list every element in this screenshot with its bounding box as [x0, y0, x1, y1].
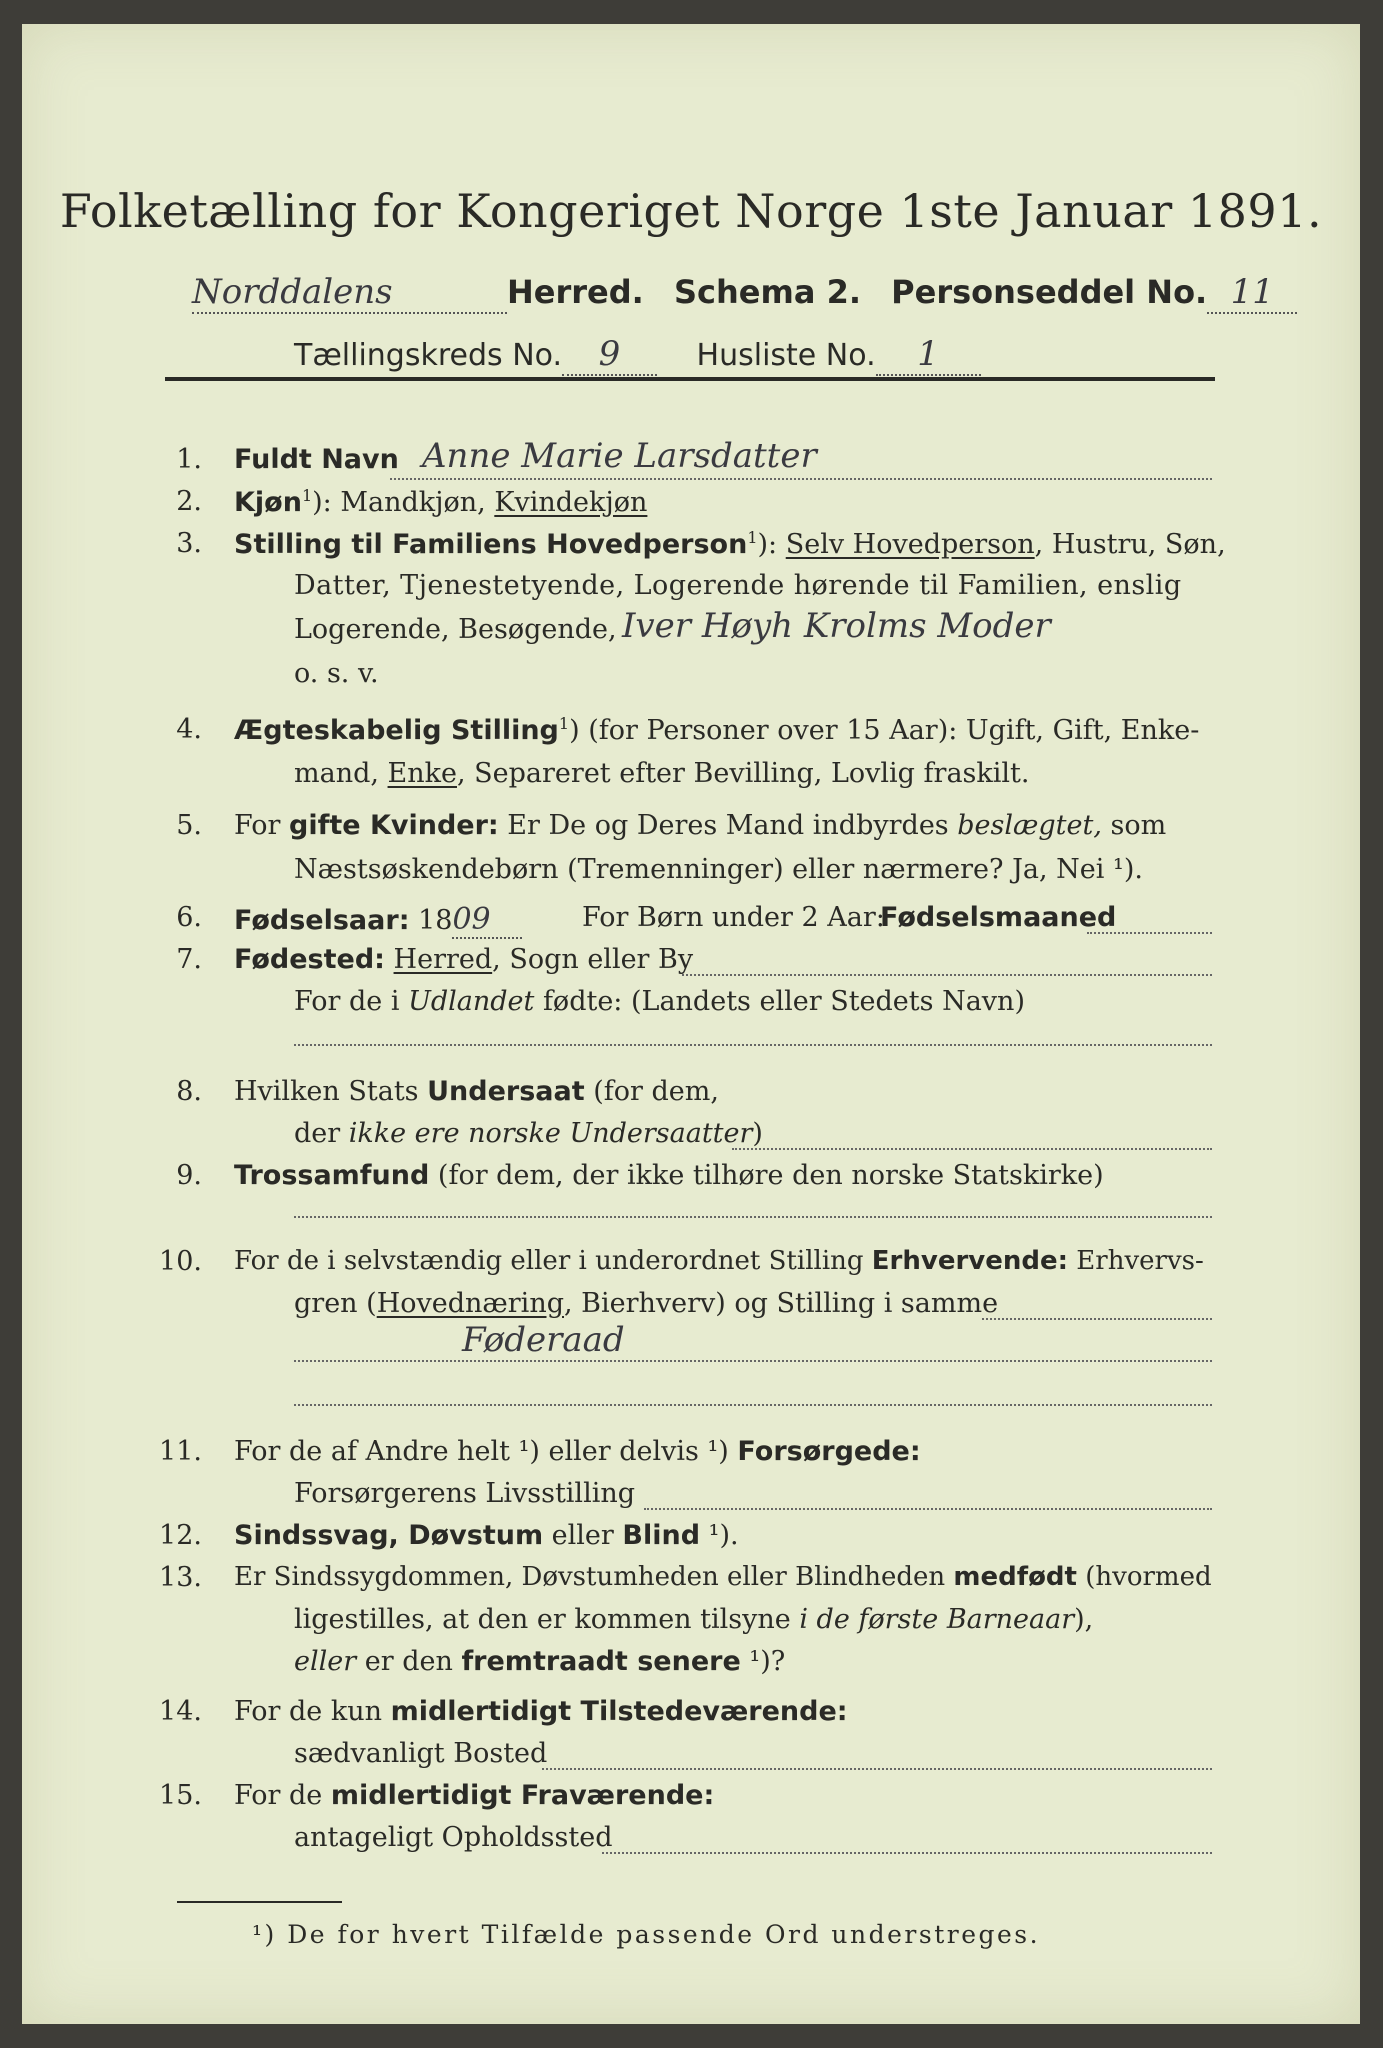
- fill-line: [732, 1148, 1212, 1150]
- item-number: 2.: [176, 486, 202, 517]
- medfodt-text-2: [294, 1604, 1093, 1635]
- gifte-text: [234, 810, 1166, 841]
- option-text: (for dem, der ikke tilhøre den norske Statskirke): [429, 1160, 1104, 1191]
- fuldt-navn-value: Anne Marie Larsdatter: [422, 436, 817, 476]
- stilling-options: , Hustru, Søn,: [1034, 529, 1226, 560]
- fodested-text: [234, 944, 693, 975]
- option-text: Erhvervs-: [1068, 1246, 1204, 1276]
- tilstedevaerende-label: midlertidigt Tilstedeværende:: [390, 1696, 848, 1727]
- kjon-selected: Kvindekjøn: [494, 487, 648, 518]
- husliste-value: 1: [876, 334, 981, 376]
- herred-value: Norddalens: [192, 272, 507, 314]
- option-text: Udlandet: [408, 986, 535, 1017]
- option-text: For de: [234, 1780, 331, 1811]
- forsorger-label: Forsørgerens Livsstilling: [294, 1478, 636, 1509]
- sindssvag-text: [234, 1520, 739, 1551]
- option-text: (hvormed: [1076, 1562, 1212, 1592]
- kjon-label: Kjøn: [234, 487, 302, 518]
- kjon-options: ): Mandkjøn,: [312, 487, 495, 518]
- option-text: ),: [1074, 1604, 1094, 1635]
- kjon-text: [234, 486, 647, 518]
- fravaerende-text: [234, 1780, 714, 1811]
- option-text: , Sogn eller By: [492, 944, 694, 975]
- item-number: 15.: [159, 1780, 202, 1811]
- fill-line: [294, 1404, 1212, 1406]
- bosted-label: sædvanligt Bosted: [294, 1738, 548, 1769]
- personseddel-label: Personseddel No.: [891, 273, 1208, 311]
- item-number: 11.: [159, 1436, 202, 1467]
- item-number: 9.: [176, 1160, 202, 1191]
- option-text: Hvilken Stats: [234, 1076, 428, 1107]
- footnote: ¹) De for hvert Tilfælde passende Ord understreges.: [252, 1920, 1041, 1949]
- erhverv-label: Erhvervende:: [871, 1246, 1069, 1276]
- trossamfund-text: [234, 1160, 1104, 1191]
- option-text: ¹)?: [740, 1646, 786, 1677]
- item-number: 10.: [159, 1246, 202, 1277]
- gifte-question: Næstsøskendebørn (Tremenninger) eller nærmere? Ja, Nei ¹).: [294, 854, 1143, 885]
- fodested-label: Fødested:: [234, 944, 385, 975]
- option-text: , Bierhverv) og Stilling i samme: [564, 1288, 999, 1319]
- aegteskab-label: Ægteskabelig Stilling: [234, 715, 559, 746]
- husliste-label: Husliste No.: [696, 338, 876, 373]
- footnote-mark: 1: [747, 528, 758, 547]
- fodested-selected: Herred: [393, 944, 493, 975]
- option-text: er den: [356, 1646, 462, 1677]
- erhverv-text: [234, 1246, 1204, 1276]
- opholdssted-label: antageligt Opholdssted: [294, 1822, 613, 1853]
- fodselsaar-prefix: 18: [409, 905, 453, 936]
- kreds-label: Tællingskreds No.: [294, 338, 562, 373]
- gifte-label: gifte Kvinder:: [289, 810, 499, 841]
- option-text: ligestilles, at den er kommen tilsyne: [294, 1604, 800, 1635]
- stilling-options-2: Datter, Tjenestetyende, Logerende hørende til Familien, enslig: [294, 570, 1182, 601]
- option-text: Er De og Deres Mand indbyrdes: [498, 810, 958, 841]
- fremtraadt-label: fremtraadt senere: [461, 1646, 741, 1677]
- option-text: For de i selvstændig eller i underordnet Stilling: [234, 1246, 872, 1276]
- option-text: ikke ere norske Undersaatter: [348, 1118, 753, 1149]
- fodselsaar-label: Fødselsaar:: [234, 905, 410, 936]
- erhverv-text-2: [294, 1288, 998, 1319]
- medfodt-text: [234, 1562, 1212, 1592]
- option-text: som: [1101, 810, 1167, 841]
- stilling-value: Iver Høyh Krolms Moder: [622, 606, 1051, 646]
- schema-label: Schema 2.: [673, 273, 861, 311]
- option-text: fødte: (Landets eller Stedets Navn): [534, 986, 1025, 1017]
- option-text: Er Sindssygdommen, Døvstumheden eller Blindheden: [234, 1562, 954, 1592]
- undersaat-text-2: [294, 1118, 763, 1149]
- item-number: 7.: [176, 944, 202, 975]
- stilling-options-3: Logerende, Besøgende,: [294, 614, 617, 645]
- item-number: 1.: [176, 444, 202, 475]
- fill-line: [602, 1852, 1212, 1854]
- aegteskab-selected: Enke: [387, 758, 457, 789]
- footnote-mark: 1: [301, 486, 313, 505]
- tilstedevaerende-text: [234, 1696, 848, 1727]
- item-number: 4.: [176, 714, 202, 745]
- erhverv-value: Føderaad: [462, 1320, 625, 1360]
- undersaat-label: Undersaat: [427, 1076, 585, 1107]
- fuldt-navn-label: Fuldt Navn: [234, 444, 399, 475]
- item-number: 3.: [176, 528, 202, 559]
- herred-label: Herred.: [507, 273, 644, 311]
- item-number: 12.: [159, 1520, 202, 1551]
- option-text: ): [752, 1118, 763, 1149]
- option-text: For de i: [294, 986, 409, 1017]
- header-rule: [165, 377, 1215, 381]
- kreds-value: 9: [562, 334, 657, 376]
- item-number: 5.: [176, 810, 202, 841]
- fodselsmaaned-note: For Børn under 2 Aar:: [582, 902, 885, 933]
- item-number: 8.: [176, 1076, 202, 1107]
- fill-line: [294, 1360, 1212, 1362]
- option-text: For de af Andre helt ¹) eller delvis ¹): [234, 1436, 738, 1467]
- footnote-mark: 1: [558, 714, 570, 733]
- udlandet-text: [294, 986, 1025, 1017]
- footnote-rule: [177, 1901, 342, 1903]
- stilling-sep: ):: [757, 529, 786, 560]
- option-text: ¹).: [700, 1520, 739, 1551]
- medfodt-text-3: [294, 1646, 785, 1677]
- fodselsaar-value: 09: [452, 902, 522, 939]
- fill-line: [542, 1768, 1212, 1770]
- erhverv-selected: Hovednæring: [376, 1288, 564, 1319]
- census-form-sheet: [22, 24, 1360, 2024]
- undersaat-text: [234, 1076, 719, 1107]
- stilling-selected: Selv Hovedperson: [785, 529, 1035, 560]
- stilling-osv: o. s. v.: [294, 658, 379, 689]
- fill-line: [1087, 932, 1212, 934]
- item-number: 6.: [176, 902, 202, 933]
- aegteskab-options: ) (for Personer over 15 Aar): Ugift, Gift, Enke-: [569, 715, 1200, 746]
- fill-line: [644, 1508, 1212, 1510]
- stilling-text: [234, 528, 1226, 560]
- item-number: 13.: [159, 1562, 202, 1593]
- option-text: der: [294, 1118, 349, 1149]
- forsorgede-text: [234, 1436, 921, 1467]
- forsorgede-label: Forsørgede:: [737, 1436, 921, 1467]
- personseddel-value: 11: [1207, 272, 1297, 314]
- option-text: beslægtet,: [957, 810, 1102, 841]
- option-text: i de første Barneaar: [799, 1604, 1075, 1635]
- fill-line: [294, 1044, 1212, 1046]
- fodselsaar-text: [234, 902, 522, 939]
- fill-line: [294, 1216, 1212, 1218]
- item-number: 14.: [159, 1696, 202, 1727]
- kreds-line: [294, 334, 981, 376]
- stilling-label: Stilling til Familiens Hovedperson: [234, 529, 748, 560]
- trossamfund-label: Trossamfund: [234, 1160, 430, 1191]
- option-text: mand,: [294, 758, 388, 789]
- fill-line: [682, 974, 1212, 976]
- option-text: , Separeret efter Bevilling, Lovlig fraskilt.: [457, 758, 1030, 789]
- option-text: (for dem,: [584, 1076, 719, 1107]
- form-title: Folketælling for Kongeriget Norge 1ste Januar 1891.: [59, 184, 1323, 238]
- fravaerende-label: midlertidigt Fraværende:: [330, 1780, 715, 1811]
- option-text: gren (: [294, 1288, 377, 1319]
- aegteskab-options-2: [294, 758, 1029, 789]
- option-text: eller: [543, 1520, 623, 1551]
- medfodt-label: medfødt: [953, 1562, 1077, 1592]
- blind-label: Blind: [622, 1520, 701, 1551]
- option-text: For de kun: [234, 1696, 391, 1727]
- option-text: eller: [294, 1646, 357, 1677]
- aegteskab-text: [234, 714, 1199, 746]
- fill-line: [982, 1318, 1212, 1320]
- option-text: For: [234, 810, 290, 841]
- fodselsmaaned-label: Fødselsmaaned: [880, 902, 1117, 933]
- sindssvag-label: Sindssvag, Døvstum: [234, 1520, 544, 1551]
- fill-line: [390, 478, 1212, 480]
- herred-line: [192, 272, 1297, 314]
